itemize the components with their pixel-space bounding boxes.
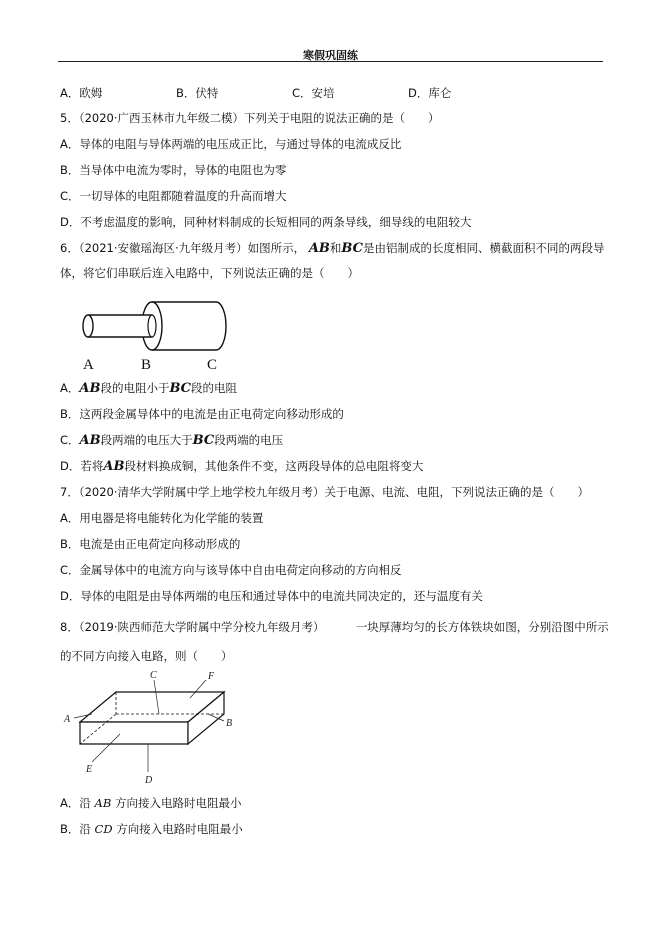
ab-cylinder-end — [83, 315, 93, 337]
q6-a-prefix: A． — [60, 381, 80, 395]
q8-stem-line1 — [60, 620, 609, 635]
q8-label-c: C — [150, 670, 157, 681]
q6-c-bc: BC — [192, 433, 215, 448]
q8-label-f: F — [208, 671, 215, 682]
block-front-face — [80, 722, 188, 744]
q6-option-b: B．这两段金属导体中的电流是由正电荷定向移动形成的 — [60, 407, 344, 421]
q6-d-suffix: 段材料换成铜，其他条件不变，这两段导体的总电阻将变大 — [124, 459, 424, 473]
ab-cylinder-body — [88, 315, 152, 337]
q4-option-b: B．伏特 — [176, 86, 219, 100]
q5-option-d: D．不考虑温度的影响，同种材料制成的长短相同的两条导线，细导线的电阻较大 — [60, 215, 472, 229]
q8-a-suffix: 方向接入电路时电阻最小 — [111, 796, 242, 810]
q7-option-a: A．用电器是将电能转化为化学能的装置 — [60, 511, 264, 525]
q7-stem: 7．（2020·清华大学附属中学上地学校九年级月考）关于电源、电流、电阻，下列说法正确的是（ ） — [60, 485, 589, 499]
q8-block-figure — [62, 668, 242, 788]
q8-label-b: B — [226, 718, 233, 729]
q8-label-a: A — [64, 714, 71, 725]
q6-label-a: A — [83, 357, 94, 373]
ab-cylinder-joint — [148, 315, 156, 337]
q4-option-d: D．库仑 — [408, 86, 452, 100]
q6-c-prefix: C． — [60, 433, 80, 447]
q6-stem-and: 和 — [329, 241, 342, 255]
q6-label-b: B — [141, 357, 152, 373]
q8-stem-part2: 一块厚薄均匀的长方体铁块如图，分别沿图中所示 — [355, 620, 609, 634]
q6-option-c — [60, 433, 283, 448]
q5-option-b: B．当导体中电流为零时，导体的电阻也为零 — [60, 163, 287, 177]
q6-c-ab: AB — [79, 433, 101, 448]
q8-a-prefix: A．沿 — [60, 796, 95, 810]
q7-option-c: C．金属导体中的电流方向与该导体中自由电荷定向移动的方向相反 — [60, 563, 402, 577]
q6-stem-line2: 体，将它们串联后连入电路中，下列说法正确的是（ ） — [60, 266, 359, 280]
q4-option-a: A．欧姆 — [60, 86, 103, 100]
q8-stem-part1: 8．（2019·陕西师范大学附属中学分校九年级月考） — [60, 620, 325, 634]
q6-option-d — [60, 459, 423, 474]
q8-option-b — [60, 822, 243, 837]
q8-b-prefix: B．沿 — [60, 822, 95, 836]
q6-a-ab: AB — [79, 381, 101, 396]
q8-b-cd: CD — [94, 822, 113, 836]
q5-option-c: C．一切导体的电阻都随着温度的升高而增大 — [60, 189, 287, 203]
q4-option-c: C．安培 — [292, 86, 335, 100]
q6-a-bc: BC — [169, 381, 192, 396]
q6-c-mid: 段两端的电压大于 — [100, 433, 193, 447]
bc-cylinder-body — [152, 302, 226, 350]
q6-stem-part2: 是由铝制成的长度相同、横截面积不同的两段导 — [362, 241, 605, 255]
q8-b-suffix: 方向接入电路时电阻最小 — [112, 822, 243, 836]
header-rule — [58, 61, 603, 62]
q7-option-b: B．电流是由正电荷定向移动形成的 — [60, 537, 241, 551]
q8-stem-line2: 的不同方向接入电路，则（ ） — [60, 649, 233, 663]
q6-c-suffix: 段两端的电压 — [214, 433, 284, 447]
q6-label-c: C — [207, 357, 218, 373]
q8-a-ab: AB — [94, 796, 112, 810]
page-header: 寒假巩固练 — [303, 49, 358, 62]
q5-stem: 5．（2020·广西玉林市九年级二模）下列关于电阻的说法正确的是（ ） — [60, 111, 440, 125]
q8-option-a — [60, 796, 241, 811]
q7-option-d: D．导体的电阻是由导体两端的电压和通过导体中的电流共同决定的，还与温度有关 — [60, 589, 483, 603]
q6-stem-line1 — [60, 241, 604, 256]
q6-conductor-figure — [66, 292, 236, 374]
q6-stem-part1: 6．（2021·安徽瑶海区·九年级月考）如图所示， — [60, 241, 306, 255]
q6-option-a — [60, 381, 237, 396]
q6-a-suffix: 段的电阻 — [191, 381, 238, 395]
q6-a-mid: 段的电阻小于 — [100, 381, 170, 395]
q5-option-a: A．导体的电阻与导体两端的电压成正比，与通过导体的电流成反比 — [60, 137, 402, 151]
q6-stem-ab: AB — [308, 241, 330, 256]
q6-d-prefix: D．若将 — [60, 459, 104, 473]
q6-stem-bc: BC — [341, 241, 363, 256]
q8-label-e: E — [86, 764, 93, 775]
q6-d-ab: AB — [103, 459, 125, 474]
q8-label-d: D — [145, 775, 153, 786]
